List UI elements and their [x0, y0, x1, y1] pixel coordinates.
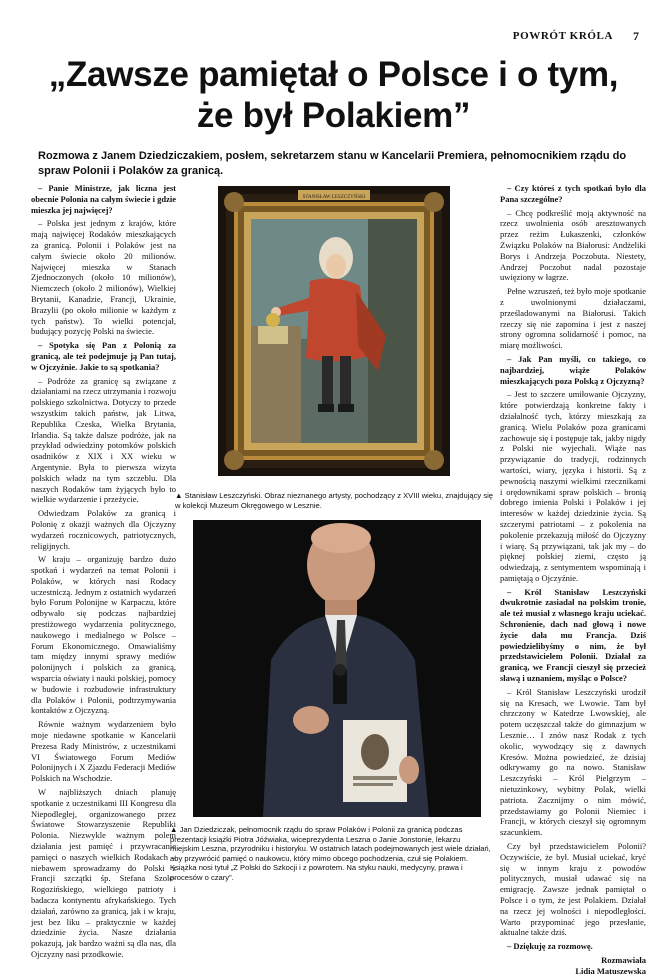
- article-column-left: [31, 183, 176, 959]
- paragraph: Równie ważnym wydarzeniem było moje niedawne spotkanie w Kancelarii Prezesa Rady Ministrów, z uczestnikami VI Światowego Forum Mediów Polonijnych i X Zjazdu Federacji Mediów Polskich na Wschodzie.: [31, 719, 176, 784]
- page-number: 7: [633, 29, 639, 43]
- paragraph: Czy był przedstawicielem Polonii? Oczywiście, że był. Musiał uciekać, kryć się w innym kraju z powodów politycznych, musiał udawać się na emigrację. Zawsze jednak pamiętał o Polsce i o tym, że jest Polakiem. Działał na rzecz jej wolności i niepodległości. Warto przypominać jego przesłanie, aktualne także dziś.: [500, 841, 646, 938]
- headline-line-1: „Zawsze pamiętał o Polsce i o tym,: [48, 55, 619, 94]
- paragraph: – Król Stanisław Leszczyński urodził się na Kresach, we Lwowie. Tam był chrzczony w Katedrze Lwowskiej, ale potem uczęszczał także do gimnazjum w Lesznie… I znów nasz Rodak z tych okolic, wywodzący się z dawnych Kresów. Można powiedzieć, że dzisiaj odkrywamy go na nowo. Stanisław Leszczyński – Król Pielgrzym – nietuzinkowy, wybitny Polak, wielki patriota. Zacznijmy o nim mówić, przedstawiamy go Polonii Niemiec i Francji, w których cieszył się ogromnym szacunkiem.: [500, 686, 646, 838]
- page-header: [0, 30, 667, 46]
- speaker-photo: [193, 520, 481, 817]
- paragraph: – Dziękuję za rozmowę.: [507, 941, 593, 952]
- signature-label: Rozmawiała: [601, 954, 646, 965]
- section-title: POWRÓT KRÓLA: [512, 30, 613, 42]
- headline: [0, 54, 667, 136]
- paragraph: – Panie Ministrze, jak liczna jest obecnie Polonia na całym świecie i gdzie mieszka jej najwięcej?: [31, 183, 176, 215]
- paragraph: W kraju – organizuję bardzo dużo spotkań i wydarzeń na temat Polonii i Polaków, w których nasi Rodacy uczestniczą. Jednym z ostatnich wydarzeń było Forum Polonijne w Karpaczu, które odbywało się podczas najbardziej prestiżowego wydarzenia politycznego, naukowego i medialnego w Polsce – Forum Ekonomicznego. Omawialiśmy tam między innymi sprawy mediów polonijnych i polskich za granicą, wsparcia oświaty i nauki polskiej, pomocy w budowie i rozbudowie infrastruktury dla Polaków i Polonii, podtrzymywania kontaktów z Ojczyzną.: [31, 554, 176, 716]
- paragraph: – Jak Pan myśli, co takiego, co najbardziej, wiąże Polaków mieszkających poza Polską z Ojczyzną?: [500, 353, 646, 386]
- painting-image: [218, 186, 450, 476]
- paragraph: – Czy któreś z tych spotkań było dla Pana szczególne?: [500, 183, 646, 204]
- lead-paragraph: Rozmowa z Janem Dziedziczakiem, posłem, sekretarzem stanu w Kancelarii Premiera, pełnomocnikiem rządu do spraw Polonii i Polaków za granicą.: [38, 150, 627, 177]
- painting-illustration: [218, 186, 450, 476]
- painting-caption: ▲ Stanisław Leszczyński. Obraz nieznanego artysty, pochodzący z XVIII wieku, znajdujący się w kolekcji Muzeum Okręgowego w Lesznie.: [175, 491, 494, 510]
- painting-label: STANISŁAW LESZCZYŃSKI: [302, 195, 366, 200]
- paragraph: – Król Stanisław Leszczyński dwukrotnie zasiadał na polskim tronie, ale też musiał z własnego kraju uciekać. Schronienie, dach nad głową i nowe życie dała mu Francja. Dziś powiedzielibyśmy o nim, że był przedstawicielem Polonii. Działał za granicą, we Francji cieszył się przecież sławą i uznaniem, myśląc o Polsce?: [500, 586, 646, 684]
- paragraph: – Polska jest jednym z krajów, które mają najwięcej Rodaków mieszkających za granicą. Polonii i Polaków jest na całym świecie około 20 milionów. Najwięcej mieszka w Stanach Zjednoczonych (około 10 milionów), Niemczech (około 2 milionów), Wielkiej Brytanii, Kanadzie, Francji, Ukrainie, Brazylii (po około milionie w każdym z tych państw). To wielki potencjał, budujący pozycję Polski na świecie.: [31, 218, 176, 337]
- paragraph: Pełne wzruszeń, też było moje spotkanie z uwolnionymi działaczami, prześladowanymi na Białorusi. Takich rzeczy się nie zapomina i jest z naszej strony ogromna solidarność i pomoc, na miarę możliwości.: [500, 286, 646, 351]
- signature-name: Lidia Matuszewska: [575, 965, 646, 976]
- paragraph: W najbliższych dniach planuję spotkanie z uczestnikami III Kongresu dla Niepodległej, organizowanego przez Światowe Stowarzyszenie Republiki Polonia. Niezwykle ważnym polem działania jest pamięć i przywracanie pamięci o naszych wielkich Rodakach – niebawem sprowadzamy do Polski z Francji szczątki śp. Stefana Szolc-Rogozińskiego, wielkiego patrioty i badacza kontynentu afrykańskiego. Tych działań, zarówno za granicą, jak i w kraju, jest bez liku – praktycznie w każdej dziedzinie życia. Nasze działania pokazują, jak bardzo ważni są dla nas, dla Ojczyzny nasi przodkowie.: [31, 787, 176, 959]
- paragraph: – Chcę podkreślić moją aktywność na rzecz uwolnienia osób aresztowanych przez reżim Łukaszenki, członków Związku Polaków na Białorusi: Andżeliki Borys i Andrzeja Poczobuta. Niestety, Andrzej Poczobut nadal pozostaje uwięziony w łagrze.: [500, 207, 646, 283]
- paragraph: – Spotyka się Pan z Polonią za granicą, ale też podejmuje ją Pan tutaj, w Ojczyźnie. Jakie to są spotkania?: [31, 340, 176, 372]
- paragraph: – Podróże za granicę są związane z działaniami na rzecz utrzymania i rozwoju polskiego szkolnictwa. Dotyczy to przede wszystkim takich państw, jak Litwa, Republika Czeska, Wielka Brytania, Irlandia. Są także dalsze podróże, jak na przykład odwiedziny potomków polskich osadników z XIX i XX wieku w Argentynie. Była to pierwsza wizyta polskich władz na tym szczeblu. Dla naszych Rodaków tam żyjących było to wielkie wydarzenie i przeżycie.: [31, 375, 176, 505]
- article-column-right: [500, 183, 646, 976]
- paragraph: Odwiedzam Polaków za granicą i Polonię z okazji ważnych dla Ojczyzny wydarzeń rocznicowych, patriotycznych, religijnych.: [31, 508, 176, 551]
- speaker-illustration: [193, 520, 481, 817]
- paragraph: – Jest to szczere umiłowanie Ojczyzny, które potwierdzają konkretne fakty i działalność tych, którzy mieszkają za granicą. Wielu Polaków poza granicami zachowuje się i postępuje tak, jakby nigdy z Polski nie wyjechali. Wiąże nas przywiązanie do tradycji, rodzinnych wartości, wiary, języka i historii. Są z pewnością naszymi wielkimi rzecznikami i orędownikami spraw polskich – bronią dobrego imienia Polski i Polaków i jej interesów w każdej dziedzinie życia. Są szczerymi patriotami – z pokolenia na pokolenie przekazują miłość do Ojczyzny i wiarę. Są przywiązani, tak jak my – do pięknej polskiej ziemi, często ją odwiedzają, z sentymentem wspominają i pamiętają o Ojczyźnie.: [500, 389, 646, 583]
- speaker-caption: ▲ Jan Dziedziczak, pełnomocnik rządu do spraw Polaków i Polonii za granicą podczas prezentacji książki Piotra Jóźwiaka, wiceprezydenta Leszna o Janie Jonstonie, lekarzu miejskim Leszna, przyrodniku i historyku. W ostatnich latach podejmowanych jest wiele działań, aby przywrócić pamięć o naukowcu, który mimo obcego pochodzenia, czuł się Polakiem. Książka nosi tytuł „Z Polski do Szkocji i z powrotem. Na styku nauki, medycyny, prawa i procesów o czary”.: [170, 825, 491, 882]
- headline-line-2: że był Polakiem”: [196, 96, 471, 135]
